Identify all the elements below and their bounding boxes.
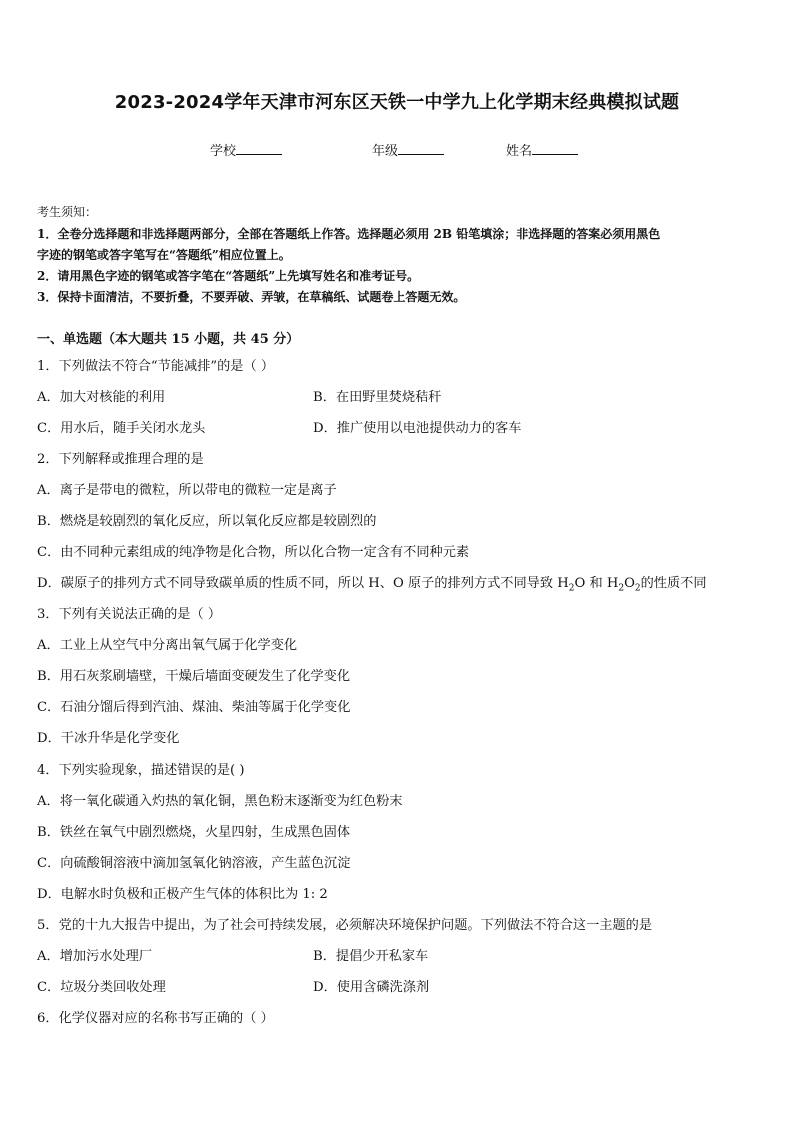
note-3: 3．保持卡面清洁，不要折叠，不要弄破、弄皱，在草稿纸、试题卷上答题无效。 bbox=[37, 290, 466, 304]
q2-d-text-4: 的性质不同 bbox=[640, 576, 707, 591]
page-title: 2023-2024学年天津市河东区天铁一中学九上化学期末经典模拟试题 bbox=[114, 92, 680, 113]
q1-option-a: A．加大对核能的利用 bbox=[37, 390, 166, 405]
notes-heading: 考生须知： bbox=[37, 205, 98, 219]
q3-stem: 3．下列有关说法正确的是（ ） bbox=[37, 607, 222, 622]
note-1a: 1．全卷分选择题和非选择题两部分，全部在答题纸上作答。选择题必须用 2B 铅笔填涂；非选择题的答案必须用黑色 bbox=[37, 227, 661, 241]
section-heading: 一、单选题（本大题共 15 小题，共 45 分） bbox=[37, 332, 300, 347]
q3-option-c: C．石油分馏后得到汽油、煤油、柴油等属于化学变化 bbox=[37, 700, 351, 715]
grade-field bbox=[372, 140, 444, 159]
q3-option-d: D．干冰升华是化学变化 bbox=[37, 731, 180, 746]
q5-option-d: D．使用含磷洗涤剂 bbox=[313, 980, 430, 995]
grade-blank[interactable] bbox=[398, 142, 444, 155]
q2-option-c: C．由不同种元素组成的纯净物是化合物，所以化合物一定含有不同种元素 bbox=[37, 545, 470, 560]
school-blank[interactable] bbox=[236, 142, 282, 155]
q4-option-b: B．铁丝在氧气中剧烈燃烧，火星四射，生成黑色固体 bbox=[37, 825, 351, 840]
q6-stem: 6．化学仪器对应的名称书写正确的（ ） bbox=[37, 1011, 274, 1026]
q2-d-sub-3: 2 bbox=[634, 583, 641, 594]
q2-d-text-3: O bbox=[624, 576, 635, 591]
q3-option-a: A．工业上从空气中分离出氧气属于化学变化 bbox=[37, 638, 298, 653]
q2-option-b: B．燃烧是较剧烈的氧化反应，所以氧化反应都是较剧烈的 bbox=[37, 514, 377, 529]
q2-d-sub-1: 2 bbox=[568, 583, 575, 594]
q5-option-c: C．垃圾分类回收处理 bbox=[37, 980, 166, 995]
q4-option-a: A．将一氧化碳通入灼热的氧化铜，黑色粉末逐渐变为红色粉末 bbox=[37, 794, 403, 809]
q4-option-c: C．向硫酸铜溶液中滴加氢氧化钠溶液，产生蓝色沉淀 bbox=[37, 856, 351, 871]
name-label: 姓名 bbox=[506, 144, 533, 159]
q5-option-a: A．增加污水处理厂 bbox=[37, 949, 153, 964]
school-label: 学校 bbox=[210, 144, 237, 159]
q2-option-a: A．离子是带电的微粒，所以带电的微粒一定是离子 bbox=[37, 483, 337, 498]
q1-option-c: C．用水后，随手关闭水龙头 bbox=[37, 421, 206, 436]
q3-option-b: B．用石灰浆刷墙壁，干燥后墙面变硬发生了化学变化 bbox=[37, 669, 351, 684]
q4-stem: 4．下列实验现象，描述错误的是( ) bbox=[37, 763, 245, 778]
q2-d-text-2: O 和 H bbox=[574, 576, 619, 591]
note-1b: 字迹的钢笔或答字笔写在“答题纸”相应位置上。 bbox=[37, 248, 291, 262]
name-field bbox=[506, 140, 578, 159]
q1-option-b: B．在田野里焚烧秸秆 bbox=[313, 390, 442, 405]
q4-option-d: D．电解水时负极和正极产生气体的体积比为 1: 2 bbox=[37, 887, 328, 902]
q2-option-d bbox=[37, 572, 707, 594]
school-field bbox=[210, 140, 282, 159]
q2-d-sub-2: 2 bbox=[618, 583, 625, 594]
q2-d-text-1: D．碳原子的排列方式不同导致碳单质的性质不同，所以 H、O 原子的排列方式不同导致 H bbox=[37, 576, 569, 591]
grade-label: 年级 bbox=[372, 144, 399, 159]
q1-option-d: D．推广使用以电池提供动力的客车 bbox=[313, 421, 522, 436]
note-2: 2．请用黑色字迹的钢笔或答字笔在“答题纸”上先填写姓名和准考证号。 bbox=[37, 269, 420, 283]
q2-stem: 2．下列解释或推理合理的是 bbox=[37, 452, 204, 467]
q5-option-b: B．提倡少开私家车 bbox=[313, 949, 429, 964]
q5-stem: 5．党的十九大报告中提出，为了社会可持续发展，必须解决环境保护问题。下列做法不符合这一主题的是 bbox=[37, 918, 653, 933]
name-blank[interactable] bbox=[532, 142, 578, 155]
q1-stem: 1．下列做法不符合“节能减排”的是（ ） bbox=[37, 359, 275, 374]
